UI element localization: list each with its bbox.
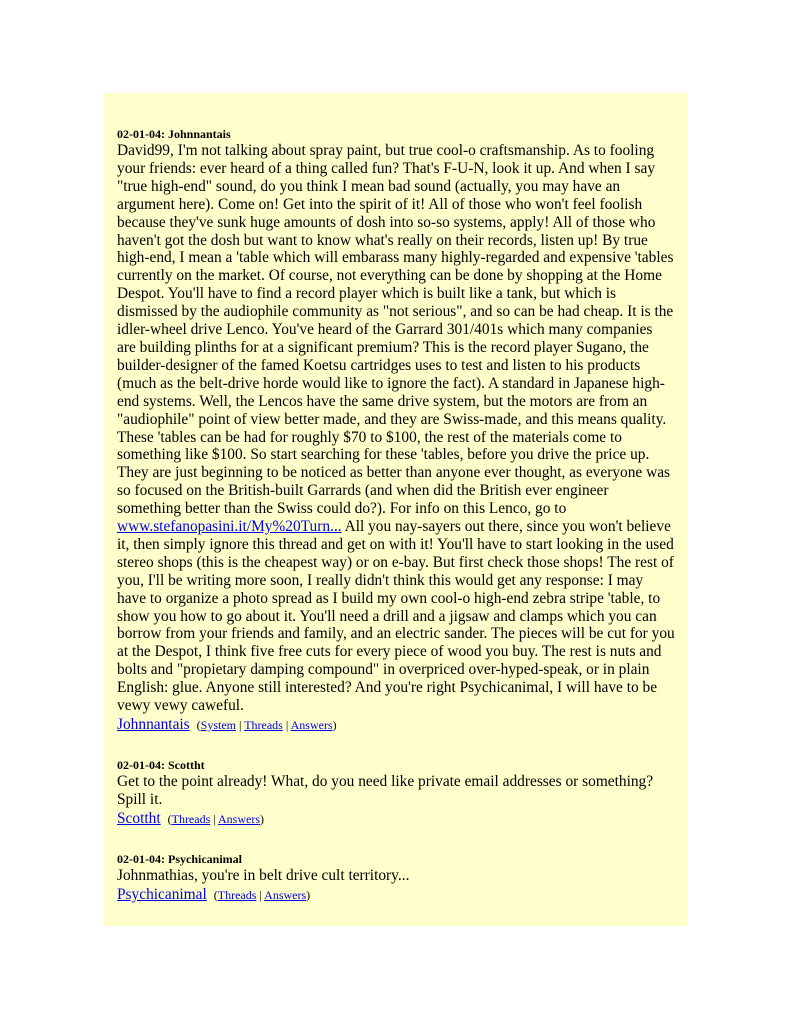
forum-post [117,852,675,905]
author-link[interactable]: Psychicanimal [117,885,207,903]
post-body: Johnmathias, you're in belt drive cult territory... [117,866,410,884]
forum-post [117,758,675,829]
post-body [117,142,675,715]
threads-link[interactable]: Threads [217,887,257,902]
post-signature [117,715,675,735]
author-links: (Threads | Answers) [213,887,311,902]
threads-link[interactable]: Threads [244,718,283,732]
post-text: All you nay-sayers out there, since you won't believe it, then simply ignore this thread and get on with it! You'll have to start looking in the used stereo shops (this is the cheapest way) or on e-bay. But first check those shops! The rest of you, I'll be writing more soon, I really didn't think this would get any response: I may have to organize a photo spread as I build my own cool-o high-end zebra stripe 'table, to show you how to go about it. You'll need a drill and a jigsaw and clamps which you can borrow from your friends and family, and an electric sander. The pieces will be cut for you at the Despot, I think five free cuts for every piece of wood you buy. The rest is nuts and bolts and "propietary damping compound" in overpriced over-hyped-speak, or in plain English: glue. Anyone still interested? And you're right Psychicanimal, I will have to be vewy vewy caweful. [117,518,675,715]
forum-thread-panel [104,93,687,926]
post-header: 02-01-04: Psychicanimal [117,851,242,866]
threads-link[interactable]: Threads [171,811,211,826]
author-links: (System | Threads | Answers) [196,718,337,732]
post-body: Get to the point already! What, do you need like private email addresses or something? Spill it. [117,773,654,808]
forum-post [117,127,675,735]
post-header: 02-01-04: Johnnantais [117,127,231,141]
author-links: (Threads | Answers) [167,811,265,826]
post-header: 02-01-04: Scottht [117,758,205,772]
author-link[interactable]: Johnnantais [117,716,190,733]
author-link[interactable]: Scottht [117,809,161,827]
post-signature [117,809,675,829]
answers-link[interactable]: Answers [218,811,261,826]
answers-link[interactable]: Answers [264,887,307,902]
external-link[interactable]: www.stefanopasini.it/My%20Turn... [117,518,342,536]
answers-link[interactable]: Answers [290,718,333,732]
post-signature [117,885,675,905]
system-link[interactable]: System [200,718,237,732]
post-text: David99, I'm not talking about spray paint, but true cool-o craftsmanship. As to fooling your friends: ever heard of a thing called fun? That's F-U-N, look it up. And when I say "true high-end" sound, do you think I mean bad sound (actually, you may have an argument here). Come on! Get into the spirit of it! All of those who won't feel foolish because they've sunk huge amounts of dosh into so-so systems, apply! All of those who haven't got the dosh but want to know what's really on their records, listen up! By true high-end, I mean a 'table which will embarass many highly-regarded and expensive 'tables currently on the market. Of course, not everything can be done by shopping at the Home Despot. You'll have to find a record player which is built like a tank, but which is dismissed by the audiophile community as "not serious", and so can be had cheap. It is the idler-wheel drive Lenco. You've heard of the Garrard 301/401s which many companies are building plinths for at a significant premium? This is the record player Sugano, the builder-designer of the famed Koetsu cartridges uses to test and listen to his products (much as the belt-drive horde would like to ignore the fact). A standard in Japanese high-end systems. Well, the Lencos have the same drive system, but the motors are from an "audiophile" point of view better made, and they are Swiss-made, and this means quality. These 'tables can be had for roughly $70 to $100, the rest of the materials come to something like $100. So start searching for these 'tables, before you drive the price up. They are just beginning to be noticed as better than anyone ever thought, as everyone was so focused on the British-built Garrards (and when did the British ever engineer something better than the Swiss could do?). For info on this Lenco, go to [117,142,674,518]
